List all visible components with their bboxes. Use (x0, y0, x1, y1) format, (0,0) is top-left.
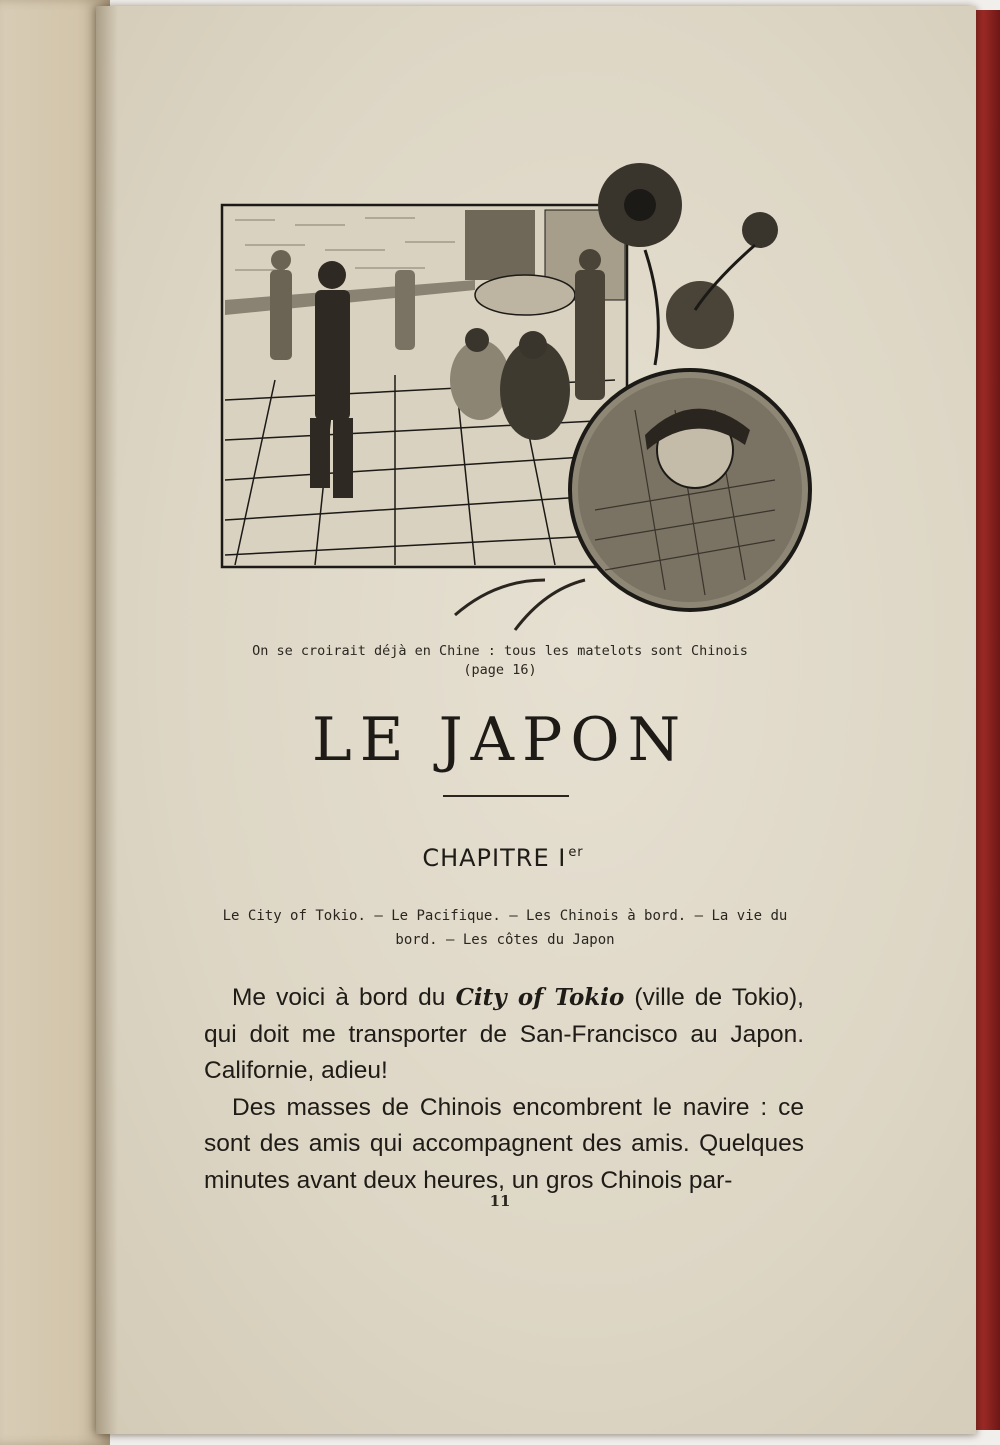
paragraph-2: Des masses de Chinois encombrent le navire : ce sont des amis qui accompagnent des amis. Quelques minutes avant deux heures, un gros Chinois par- (204, 1093, 804, 1194)
paragraph-1-start: Me voici à bord du (232, 984, 456, 1011)
illustration-caption (150, 642, 850, 680)
page-number: 11 (489, 1192, 511, 1210)
chapter-ordinal: er (568, 845, 584, 860)
chapter-label: CHAPITRE I (422, 844, 567, 872)
title-rule (443, 795, 569, 797)
paragraph-1 (204, 980, 804, 1090)
chapter-heading (150, 844, 856, 872)
caption-line-1: On se croirait déjà en Chine : tous les matelots sont Chinois (252, 643, 748, 659)
summary-line-2: bord. — Les côtes du Japon (395, 932, 615, 948)
paragraph-1-end: (ville de Tokio), qui doit me transporter de San-Francisco au Japon. Californie, adieu! (204, 984, 804, 1084)
ship-name: City of Tokio (455, 984, 625, 1011)
chapter-summary (200, 904, 810, 952)
summary-line-1: Le City of Tokio. — Le Pacifique. — Les Chinois à bord. — La vie du (222, 908, 788, 924)
facing-page (0, 0, 110, 1445)
caption-line-2: (page 16) (463, 662, 537, 678)
body-text (204, 980, 804, 1199)
page-title: LE JAPON (311, 705, 689, 775)
engraving-illustration (215, 150, 815, 640)
